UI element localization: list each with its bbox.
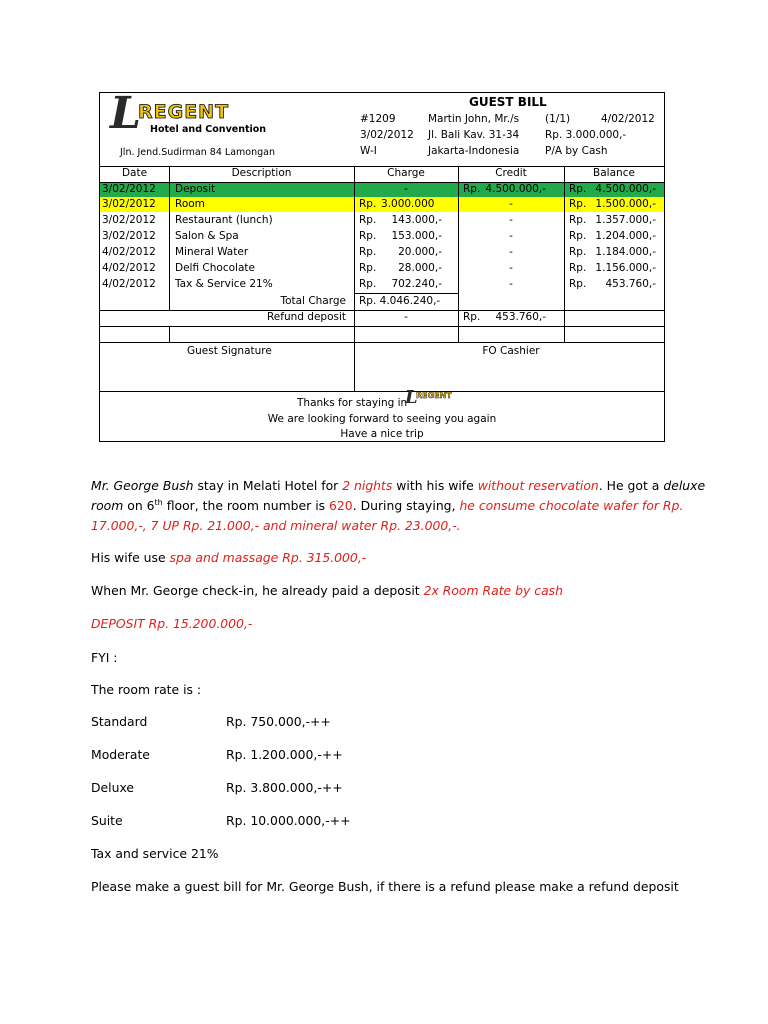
superscript-th: th <box>154 497 163 507</box>
refund-credit-currency: Rp. <box>463 311 481 323</box>
reservation-text: without reservation <box>477 478 599 493</box>
text-span: room <box>91 498 124 513</box>
room-rate: Rp. 3.000.000,- <box>545 129 627 141</box>
bill-date: 4/02/2012 <box>601 113 655 125</box>
row-charge: 702.240,- <box>391 278 442 290</box>
row-charge: 153.000,- <box>391 230 442 242</box>
tax-service-line: Tax and service 21% <box>91 846 219 861</box>
scenario-paragraph-line3: 17.000,-, 7 UP Rp. 21.000,- and mineral water Rp. 23.000,-. <box>91 518 461 533</box>
total-row-bottom-line <box>100 326 664 327</box>
rate-price: Rp. 10.000.000,-++ <box>226 813 351 828</box>
row-balance-currency: Rp. <box>569 246 587 258</box>
row-date: 4/02/2012 <box>102 278 156 290</box>
row-balance: 1.204.000,- <box>595 230 656 242</box>
row-charge-currency: Rp. <box>359 230 377 242</box>
logo-wordmark: REGENT <box>138 101 230 123</box>
deposit-rule-text: 2x Room Rate by cash <box>423 583 563 598</box>
row-date: 3/02/2012 <box>102 183 156 195</box>
row-description: Deposit <box>175 183 216 195</box>
rate-type: Suite <box>91 813 123 828</box>
nice-trip-text: Have a nice trip <box>340 428 424 440</box>
header-credit: Credit <box>495 167 527 179</box>
row-balance-currency: Rp. <box>569 198 587 210</box>
consumption-text: he consume chocolate wafer for Rp. <box>459 498 684 513</box>
refund-row-bottom-line <box>100 342 664 343</box>
fo-cashier-label: FO Cashier <box>482 345 540 357</box>
row-balance-currency: Rp. <box>569 214 587 226</box>
row-charge: 28.000,- <box>398 262 442 274</box>
row-balance-currency: Rp. <box>569 262 587 274</box>
text-span: . During staying, <box>352 498 460 513</box>
row-description: Tax & Service 21% <box>175 278 273 290</box>
text-span: on 6 <box>123 498 155 513</box>
row-credit: - <box>509 198 513 210</box>
text-span: When Mr. George check-in, he already paid a deposit <box>91 583 424 598</box>
room-number: W-I <box>360 145 377 157</box>
text-span: with his wife <box>392 478 478 493</box>
thanks-text: Thanks for staying in <box>297 397 408 409</box>
small-logo-wordmark: REGENT <box>416 391 452 400</box>
row-description: Room <box>175 198 205 210</box>
row-credit: 4.500.000,- <box>485 183 546 195</box>
row-balance-currency: Rp. <box>569 278 587 290</box>
fyi-line: FYI : <box>91 650 118 665</box>
refund-credit-value: 453.760,- <box>495 311 546 323</box>
rate-price: Rp. 1.200.000,-++ <box>226 747 343 762</box>
room-type-text: deluxe <box>663 478 706 493</box>
row-charge-currency: Rp. <box>359 278 377 290</box>
guest-street: Jl. Bali Kav. 31-34 <box>428 129 520 141</box>
guest-signature-label: Guest Signature <box>187 345 272 357</box>
text-span: . He got a <box>598 478 664 493</box>
row-balance: 1.184.000,- <box>595 246 656 258</box>
text-span: floor, the room number is <box>162 498 330 513</box>
wife-spa-line <box>91 548 366 568</box>
rate-type: Deluxe <box>91 780 135 795</box>
guest-city: Jakarta-Indonesia <box>428 145 520 157</box>
row-credit-currency: Rp. <box>463 183 481 195</box>
row-balance-currency: Rp. <box>569 230 587 242</box>
instruction-line: Please make a guest bill for Mr. George Bush, if there is a refund please make a refund deposit <box>91 879 679 894</box>
row-charge-currency: Rp. <box>359 214 377 226</box>
rate-price: Rp. 750.000,-++ <box>226 714 331 729</box>
signature-top-line <box>100 391 664 392</box>
bill-number: #1209 <box>360 113 396 125</box>
header-charge: Charge <box>387 167 425 179</box>
row-credit: - <box>509 230 513 242</box>
guest-name-text: Mr. George Bush <box>91 478 194 493</box>
row-balance: 4.500.000,- <box>595 183 656 195</box>
rate-type: Moderate <box>91 747 150 762</box>
row-credit: - <box>509 278 513 290</box>
arrival-date: 3/02/2012 <box>360 129 414 141</box>
nights-text: 2 nights <box>342 478 393 493</box>
row-credit: - <box>509 262 513 274</box>
row-balance-currency: Rp. <box>569 183 587 195</box>
row-balance: 1.500.000,- <box>595 198 656 210</box>
row-charge-currency: Rp. <box>359 262 377 274</box>
refund-deposit-label: Refund deposit <box>266 311 346 323</box>
row-charge: 143.000,- <box>391 214 442 226</box>
forward-text: We are looking forward to seeing you again <box>267 413 497 425</box>
logo-letter-s: L <box>110 88 141 139</box>
guest-bill-form <box>99 88 665 442</box>
header-description: Description <box>231 167 292 179</box>
desc-col-divider <box>354 166 355 391</box>
row-balance: 1.357.000,- <box>595 214 656 226</box>
room-number-text: 620 <box>329 498 353 513</box>
row-credit: - <box>509 214 513 226</box>
header-date: Date <box>121 167 148 179</box>
payment-method: P/A by Cash <box>545 145 608 157</box>
guest-name: Martin John, Mr./s <box>428 113 520 125</box>
row-charge: 20.000,- <box>398 246 442 258</box>
credit-col-divider <box>564 166 565 342</box>
bill-title: GUEST BILL <box>469 95 547 109</box>
row-balance: 1.156.000,- <box>595 262 656 274</box>
hotel-address: Jln. Jend.Sudirman 84 Lamongan <box>120 147 275 158</box>
row-charge-currency: Rp. <box>359 198 377 210</box>
text-span: His wife use <box>91 550 170 565</box>
scenario-paragraph-line1 <box>91 476 705 496</box>
header-balance: Balance <box>593 167 635 179</box>
row-date: 3/02/2012 <box>102 198 156 210</box>
scenario-paragraph-line2 <box>91 496 683 516</box>
rate-type: Standard <box>91 714 148 729</box>
total-charge-value: Rp. 4.046.240,- <box>359 295 441 307</box>
page-count: (1/1) <box>545 113 571 125</box>
logo-subtitle: Hotel and Convention <box>150 124 267 135</box>
row-date: 4/02/2012 <box>102 246 156 258</box>
row-charge: - <box>404 183 408 195</box>
total-charge-label: Total Charge <box>280 295 346 307</box>
deposit-amount-line: DEPOSIT Rp. 15.200.000,- <box>91 616 253 631</box>
rate-price: Rp. 3.800.000,-++ <box>226 780 343 795</box>
row-charge: 3.000.000 <box>381 198 435 210</box>
deposit-info-line <box>91 581 563 601</box>
spa-text: spa and massage Rp. 315.000,- <box>169 550 367 565</box>
row-description: Delfi Chocolate <box>175 262 255 274</box>
date-col-divider <box>169 166 170 310</box>
date-col-divider-lower <box>169 326 170 342</box>
row-balance: 453.760,- <box>605 278 656 290</box>
row-description: Restaurant (lunch) <box>175 214 273 226</box>
refund-charge-value: - <box>404 311 408 323</box>
row-charge-currency: Rp. <box>359 246 377 258</box>
row-date: 3/02/2012 <box>102 230 156 242</box>
row-description: Salon & Spa <box>175 230 239 242</box>
small-logo-letter: L <box>405 387 418 408</box>
row-date: 4/02/2012 <box>102 262 156 274</box>
room-rate-title: The room rate is : <box>91 682 202 697</box>
text-span: stay in Melati Hotel for <box>193 478 343 493</box>
row-date: 3/02/2012 <box>102 214 156 226</box>
row-description: Mineral Water <box>175 246 249 258</box>
row-credit: - <box>509 246 513 258</box>
